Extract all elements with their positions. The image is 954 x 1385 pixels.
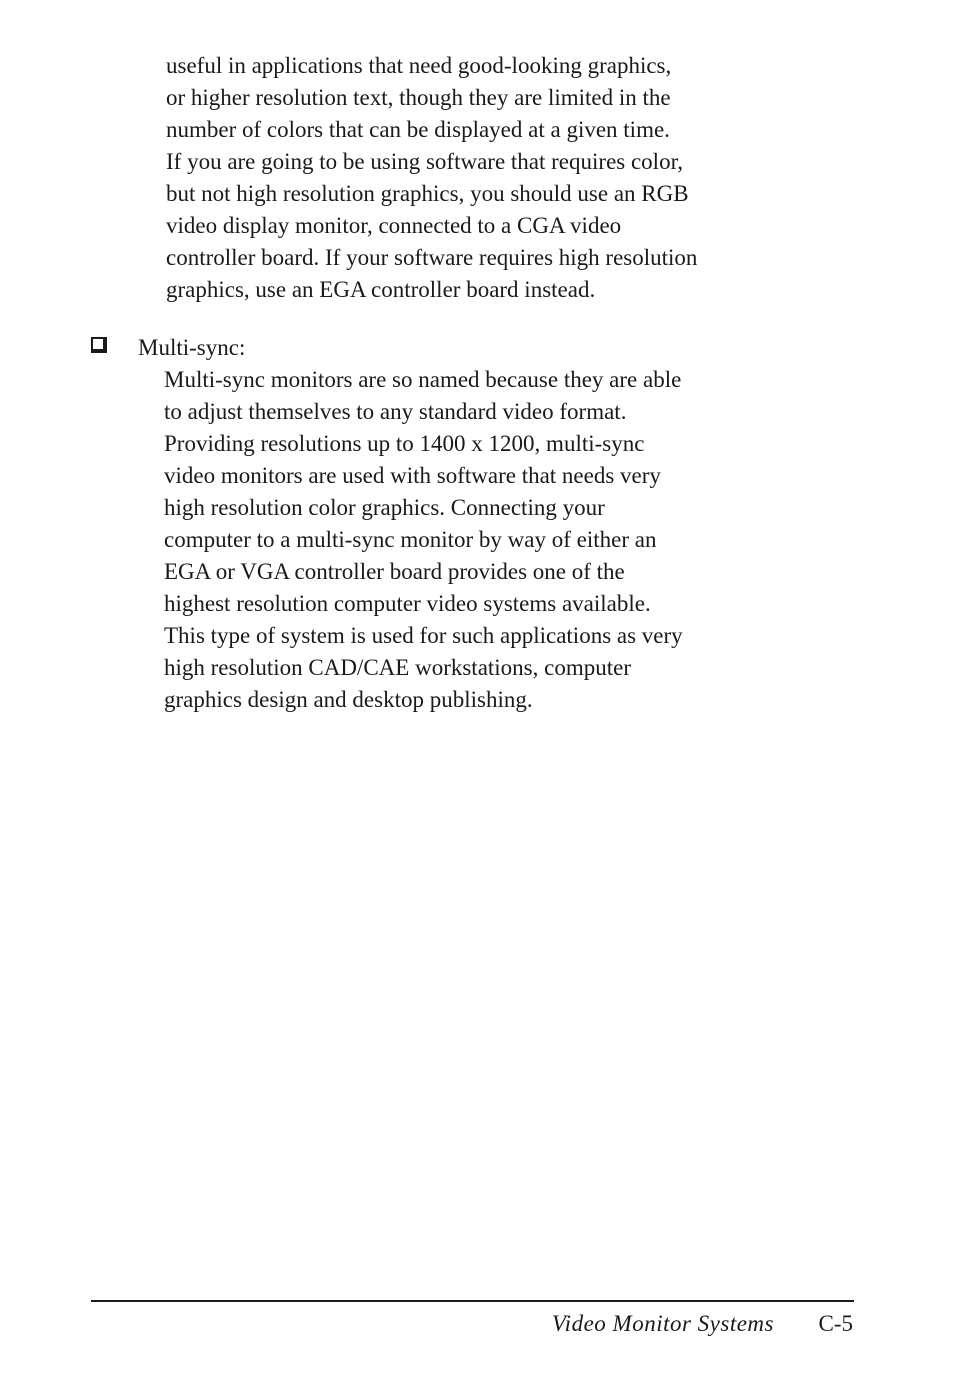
multisync-line: EGA or VGA controller board provides one of the [164,559,625,584]
intro-line: but not high resolution graphics, you should use an RGB [166,181,689,206]
multisync-line: highest resolution computer video systems available. [164,591,651,616]
multisync-line: Providing resolutions up to 1400 x 1200, multi-sync [164,431,645,456]
intro-paragraph [166,50,697,306]
intro-line: If you are going to be using software that requires color, [166,149,684,174]
footer-rule [91,1300,854,1302]
checkbox-bullet-icon [91,337,107,353]
intro-line: controller board. If your software requires high resolution [166,245,698,270]
intro-line: useful in applications that need good-looking graphics, [166,53,672,78]
multisync-line: Multi-sync monitors are so named because they are able [164,367,682,392]
intro-line: graphics, use an EGA controller board instead. [166,277,596,302]
multisync-paragraph [164,364,683,716]
multisync-line: computer to a multi-sync monitor by way of either an [164,527,657,552]
footer-section-title: Video Monitor Systems [551,1311,774,1336]
multisync-line: graphics design and desktop publishing. [164,687,533,712]
multisync-heading: Multi-sync: [138,335,246,360]
multisync-line: video monitors are used with software that needs very [164,463,661,488]
intro-line: number of colors that can be displayed at a given time. [166,117,670,142]
multisync-line: high resolution color graphics. Connecting your [164,495,605,520]
footer-page-number: C-5 [818,1311,853,1336]
intro-line: video display monitor, connected to a CGA video [166,213,622,238]
multisync-line: to adjust themselves to any standard video format. [164,399,627,424]
intro-line: or higher resolution text, though they are limited in the [166,85,671,110]
multisync-line: high resolution CAD/CAE workstations, computer [164,655,631,680]
multisync-line: This type of system is used for such applications as very [164,623,683,648]
